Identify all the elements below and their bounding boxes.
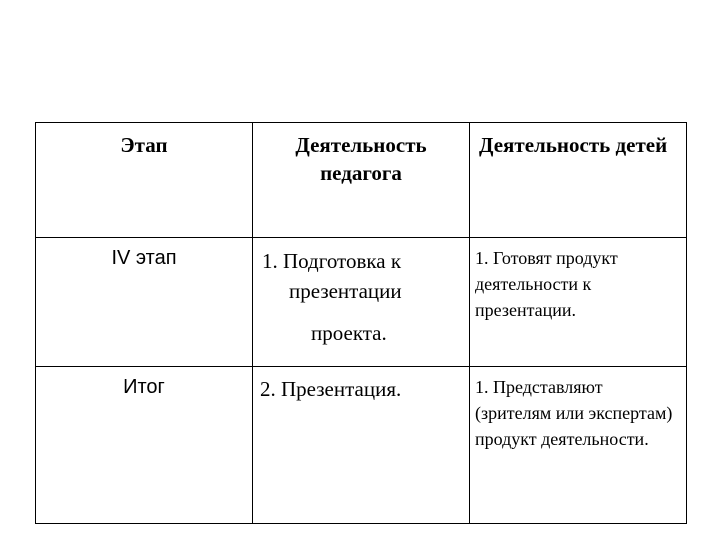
stage-label: IV этап (111, 247, 177, 269)
teacher-activity-text (253, 238, 469, 348)
cell-stage (36, 238, 253, 367)
header-teacher-activity: Деятельность педагога (295, 133, 427, 185)
stage-label: Итог (123, 376, 165, 398)
table-row (36, 367, 687, 524)
cell-children-activity (470, 367, 687, 524)
children-activity-text: 1. Представляют (зрителям или экспертам) продукт деятельности. (475, 377, 673, 449)
header-stage: Этап (120, 133, 168, 157)
header-cell-children (470, 123, 687, 238)
header-cell-stage (36, 123, 253, 238)
teacher-activity-line: проекта. (311, 321, 387, 345)
teacher-activity-line: 1. Подготовка к (262, 249, 402, 273)
stage-activity-table (35, 122, 687, 524)
table-row (36, 238, 687, 367)
header-children-activity: Деятельность детей (479, 133, 668, 157)
children-activity-text: 1. Готовят продукт деятельности к презентации. (475, 248, 618, 320)
cell-teacher-activity (253, 238, 470, 367)
cell-stage (36, 367, 253, 524)
table-header-row (36, 123, 687, 238)
teacher-activity-line: презентации (289, 279, 402, 303)
header-cell-teacher (253, 123, 470, 238)
teacher-activity-text: 2. Презентация. (260, 377, 402, 401)
cell-children-activity (470, 238, 687, 367)
cell-teacher-activity (253, 367, 470, 524)
